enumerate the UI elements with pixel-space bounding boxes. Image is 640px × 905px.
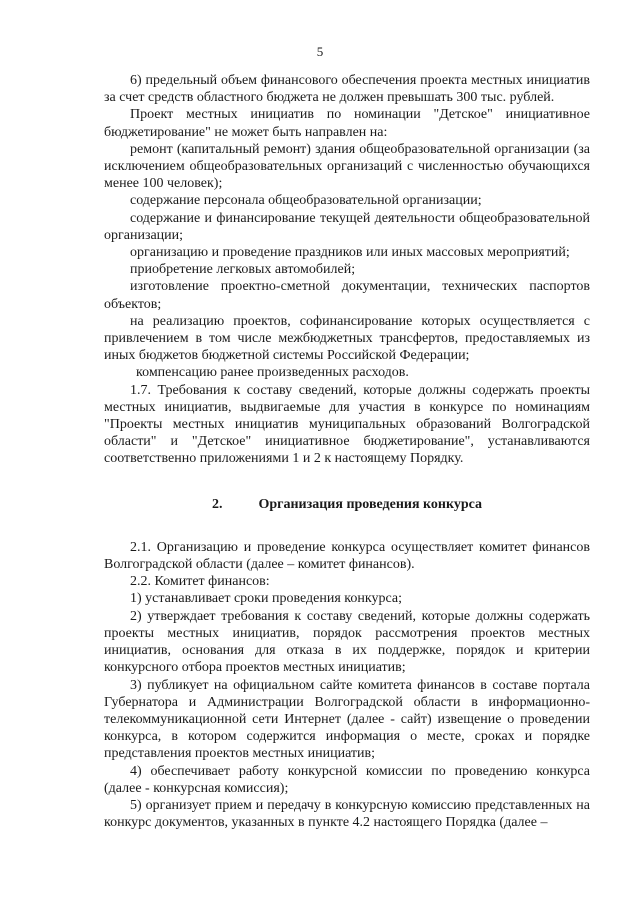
list-item: ремонт (капитальный ремонт) здания общеобразовательной организации (за исключением общеобразовательных организаций с численностью обучающихся менее 100 человек); [104, 141, 590, 192]
paragraph: 1.7. Требования к составу сведений, которые должны содержать проекты местных инициатив, выдвигаемые для участия в конкурсе по номинациям "Проекты местных инициатив муниципальных образований Волгоградской области" и "Детское" инициативное бюджетирование", устанавливаются соответственно приложениями 1 и 2 к настоящему Порядку. [104, 382, 590, 467]
paragraph: 6) предельный объем финансового обеспечения проекта местных инициатив за счет средств областного бюджета не должен превышать 300 тыс. рублей. [104, 73, 590, 106]
list-item: 3) публикует на официальном сайте комитета финансов в составе портала Губернатора и Администрации Волгоградской области в информационно-телекоммуникационной сети Интернет (далее - сайт) извещение о проведении конкурса, в котором содержится информация о месте, сроках и порядке представления проектов местных инициатив; [104, 677, 590, 762]
section-heading [104, 496, 590, 513]
list-item: 4) обеспечивает работу конкурсной комиссии по проведению конкурса (далее - конкурсная комиссия); [104, 763, 590, 796]
section-title: Организация проведения конкурса [258, 496, 483, 512]
page-number: 5 [316, 44, 324, 59]
list-item: 5) организует прием и передачу в конкурсную комиссию представленных на конкурс документов, указанных в пункте 4.2 настоящего Порядка (далее – [104, 797, 590, 831]
list-item: приобретение легковых автомобилей; [130, 262, 356, 278]
list-item: 2) утверждает требования к составу сведений, которые должны содержать проекты местных инициатив, порядок рассмотрения проектов местных инициатив, основания для отказа в их поддержке, порядок и критерии конкурсного отбора проектов местных инициатив; [104, 608, 590, 676]
list-item: содержание персонала общеобразовательной организации; [130, 193, 482, 209]
paragraph: 2.2. Комитет финансов: [130, 574, 270, 590]
paragraph: Проект местных инициатив по номинации "Детское" инициативное бюджетирование" не может быть направлен на: [104, 107, 590, 140]
list-item: компенсацию ранее произведенных расходов. [136, 365, 409, 381]
list-item: организацию и проведение праздников или иных массовых мероприятий; [130, 245, 570, 261]
list-item: изготовление проектно-сметной документации, технических паспортов объектов; [104, 279, 590, 312]
paragraph: 2.1. Организацию и проведение конкурса осуществляет комитет финансов Волгоградской области (далее – комитет финансов). [104, 539, 590, 573]
list-item: 1) устанавливает сроки проведения конкурса; [130, 591, 402, 607]
document-body [104, 72, 590, 831]
list-item: содержание и финансирование текущей деятельности общеобразовательной организации; [104, 210, 590, 243]
list-item: на реализацию проектов, софинансирование которых осуществляется с привлечением в том числе межбюджетных трансфертов, предоставляемых из иных бюджетов бюджетной системы Российской Федерации; [104, 313, 590, 364]
section-number: 2. [211, 496, 223, 512]
